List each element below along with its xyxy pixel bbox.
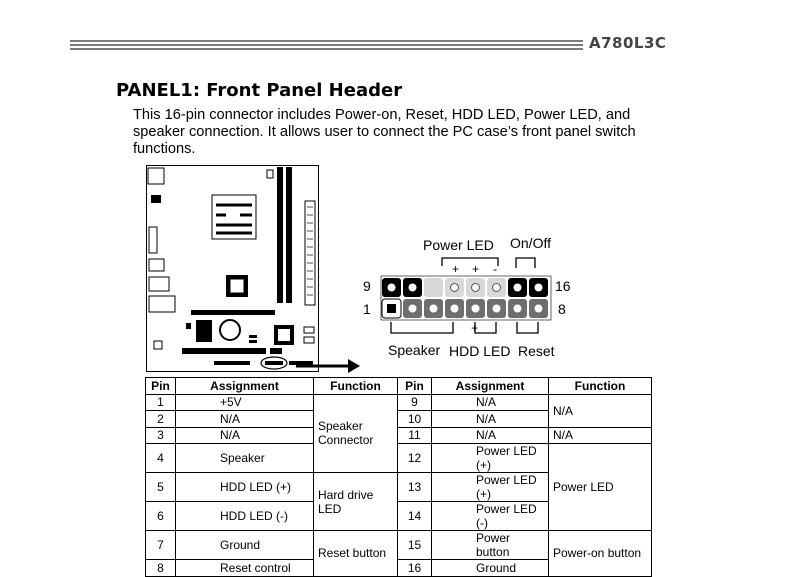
pin-number-16: 16 (555, 278, 571, 294)
pin-1-square (387, 304, 396, 313)
assignment-cell: Power button (432, 531, 549, 560)
model-name: A780L3C (589, 34, 667, 52)
pin-15-hole (514, 284, 522, 292)
board-battery (220, 320, 240, 340)
table-header-row (146, 378, 652, 395)
pin-cell: 9 (398, 394, 432, 411)
pin-number-8: 8 (558, 301, 566, 317)
pin-cell: 6 (146, 502, 176, 531)
board-slot (186, 323, 191, 329)
pin-13-hole (472, 284, 480, 292)
table-row (146, 427, 652, 444)
pin-cell: 3 (146, 427, 176, 444)
board-sata (304, 327, 314, 333)
motherboard-illustration (146, 165, 361, 377)
pin-8-hole (535, 305, 543, 313)
function-cell: Power LED (549, 444, 652, 531)
pin-11 (424, 278, 443, 297)
power-led-minus: - (493, 262, 497, 276)
speaker-bracket (391, 322, 453, 333)
header-rule-2 (70, 44, 583, 46)
board-atx-power (305, 201, 315, 305)
header-pin: Pin (398, 378, 432, 395)
pin-cell: 2 (146, 411, 176, 428)
assignment-cell: N/A (176, 427, 314, 444)
header-pin: Pin (146, 378, 176, 395)
board-chip (249, 335, 257, 338)
function-cell: Hard drive LED (314, 473, 398, 531)
pin-number-9: 9 (363, 278, 371, 294)
board-front-panel-header (265, 361, 283, 365)
label-reset: Reset (518, 343, 555, 359)
assignment-cell: Power LED (+) (432, 473, 549, 502)
pin-assignment-table (145, 377, 652, 577)
power-led-plus-2: + (472, 262, 480, 276)
header-rule-1 (70, 40, 583, 42)
pin-cell: 16 (398, 560, 432, 577)
header-assignment: Assignment (176, 378, 314, 395)
board-header-row (214, 361, 250, 365)
label-power-led: Power LED (423, 237, 494, 253)
assignment-cell: Power LED (-) (432, 502, 549, 531)
board-header-row (289, 361, 313, 365)
pin-9-hole (388, 284, 396, 292)
board-io-port (149, 227, 157, 253)
pin-cell: 10 (398, 411, 432, 428)
function-cell: Speaker Connector (314, 394, 398, 473)
label-speaker: Speaker (388, 342, 441, 358)
function-cell: Power-on button (549, 531, 652, 577)
pin-3-hole (430, 305, 438, 313)
board-io-port (149, 296, 175, 312)
assignment-cell: N/A (432, 394, 549, 411)
section-description: This 16-pin connector includes Power-on, Reset, HDD LED, Power LED, and speaker connection. It allows user to connect the PC case’s front panel switch functions. (133, 107, 636, 157)
assignment-cell: Power LED (+) (432, 444, 549, 473)
power-led-plus-1: + (452, 262, 460, 276)
pin-cell: 4 (146, 444, 176, 473)
assignment-cell: N/A (432, 411, 549, 428)
board-io-port (151, 195, 161, 203)
pin-cell: 14 (398, 502, 432, 531)
assignment-cell: Ground (432, 560, 549, 577)
pin-4-hole (451, 305, 459, 313)
pin-cell: 1 (146, 394, 176, 411)
pin-10-hole (409, 284, 417, 292)
assignment-cell: HDD LED (-) (176, 502, 314, 531)
header-rule-3 (70, 48, 583, 50)
pin-cell: 13 (398, 473, 432, 502)
board-connector (267, 170, 273, 178)
board-small-block (270, 348, 282, 354)
table-row (146, 394, 652, 411)
pin-cell: 12 (398, 444, 432, 473)
label-hdd-led: HDD LED (449, 343, 511, 359)
function-cell: Reset button (314, 531, 398, 577)
pin-6-hole (493, 305, 501, 313)
board-chip (249, 340, 257, 343)
pin-cell: 15 (398, 531, 432, 560)
pin-cell: 7 (146, 531, 176, 560)
board-io-port (149, 277, 169, 291)
board-cpu-inner (226, 209, 240, 223)
table-row (146, 444, 652, 473)
hdd-led-plus: + (471, 321, 479, 335)
section-title: PANEL1: Front Panel Header (116, 80, 403, 101)
label-on-off: On/Off (510, 235, 551, 251)
pin-cell: 8 (146, 560, 176, 577)
board-sb-chip (196, 320, 212, 342)
assignment-cell: N/A (432, 427, 549, 444)
assignment-cell: Reset control (176, 560, 314, 577)
header-assignment: Assignment (432, 378, 549, 395)
pin-number-1: 1 (363, 301, 371, 317)
board-southbridge-inner (278, 329, 290, 341)
assignment-cell: +5V (176, 394, 314, 411)
header-function: Function (549, 378, 652, 395)
power-led-bracket (442, 258, 498, 266)
pin-cell: 5 (146, 473, 176, 502)
pin-5-hole (472, 305, 480, 313)
assignment-cell: Ground (176, 531, 314, 560)
pin-cell: 11 (398, 427, 432, 444)
function-cell: N/A (549, 427, 652, 444)
pin-14-hole (493, 284, 501, 292)
hdd-led-bracket (475, 322, 496, 333)
header-function: Function (314, 378, 398, 395)
board-io-block (148, 168, 164, 184)
pin-12-hole (451, 284, 459, 292)
pin-2-hole (409, 305, 417, 313)
board-sata (304, 337, 314, 343)
board-io-port (149, 259, 164, 271)
pin-7-hole (514, 305, 522, 313)
table-row (146, 531, 652, 560)
assignment-cell: HDD LED (+) (176, 473, 314, 502)
board-dimm-slot (286, 167, 292, 303)
board-io-port (154, 341, 162, 349)
reset-bracket (517, 322, 538, 333)
front-panel-header-diagram (355, 230, 580, 365)
assignment-cell: N/A (176, 411, 314, 428)
on-off-bracket (516, 258, 535, 268)
function-cell: N/A (549, 394, 652, 427)
board-pci-slot (182, 348, 266, 354)
board-chipset-inner (230, 279, 244, 293)
pin-16-hole (535, 284, 543, 292)
board-dimm-slot (277, 167, 283, 303)
assignment-cell: Speaker (176, 444, 314, 473)
board-pcie-slot (191, 310, 275, 315)
